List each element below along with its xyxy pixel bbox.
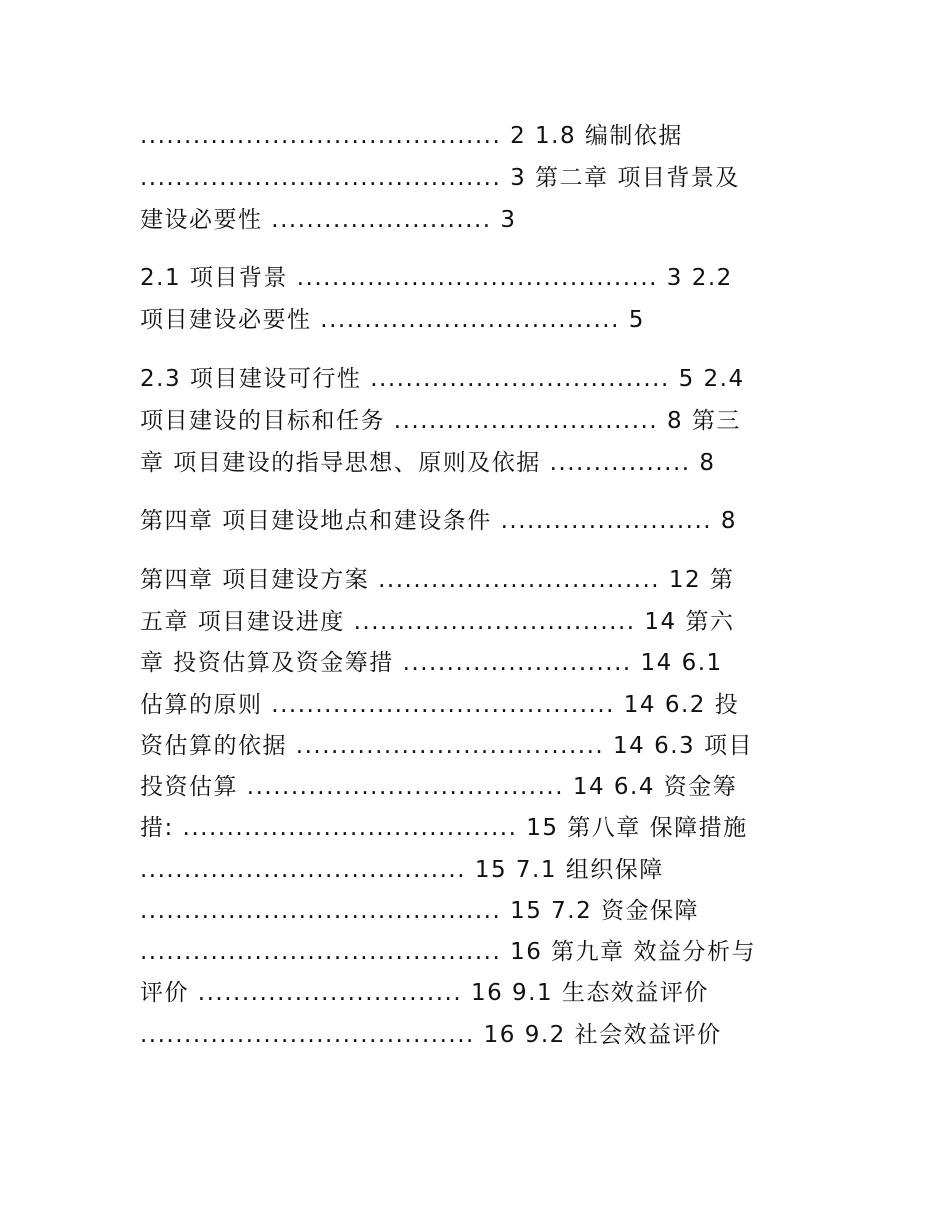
toc-line: ......................................... 16 第九章 效益分析与 <box>140 939 756 965</box>
toc-line: 章 投资估算及资金筹措 .......................... 14 6.1 <box>140 650 723 676</box>
toc-line: 项目建设必要性 .................................. 5 <box>140 307 645 333</box>
toc-line: 建设必要性 ......................... 3 <box>140 207 517 233</box>
toc-line: 第四章 项目建设地点和建设条件 ........................ 8 <box>140 508 738 534</box>
toc-line: 投资估算 .................................... 14 6.4 资金筹 <box>140 774 738 800</box>
toc-line: 措: ...................................... 15 第八章 保障措施 <box>140 815 748 841</box>
toc-line: 估算的原则 ....................................... 14 6.2 投 <box>140 692 740 718</box>
toc-line: 资估算的依据 ................................... 14 6.3 项目 <box>140 733 753 759</box>
toc-line: 2.3 项目建设可行性 .................................. 5 2.4 <box>140 366 745 392</box>
toc-line: ......................................... 3 第二章 项目背景及 <box>140 165 740 191</box>
toc-line: 评价 .............................. 16 9.1 生态效益评价 <box>140 980 709 1006</box>
toc-line: ..................................... 15 7.1 组织保障 <box>140 857 664 883</box>
toc-line: 项目建设的目标和任务 .............................. 8 第三 <box>140 408 741 434</box>
toc-line: 章 项目建设的指导思想、原则及依据 ................ 8 <box>140 450 716 476</box>
toc-line: ......................................... 2 1.8 编制依据 <box>140 123 683 149</box>
toc-line: ......................................... 15 7.2 资金保障 <box>140 898 700 924</box>
toc-line: ...................................... 16 9.2 社会效益评价 <box>140 1022 722 1048</box>
toc-line: 五章 项目建设进度 ................................ 14 第六 <box>140 609 735 635</box>
toc-line: 第四章 项目建设方案 ................................ 12 第 <box>140 567 735 593</box>
toc-line: 2.1 项目背景 ......................................... 3 2.2 <box>140 265 733 291</box>
